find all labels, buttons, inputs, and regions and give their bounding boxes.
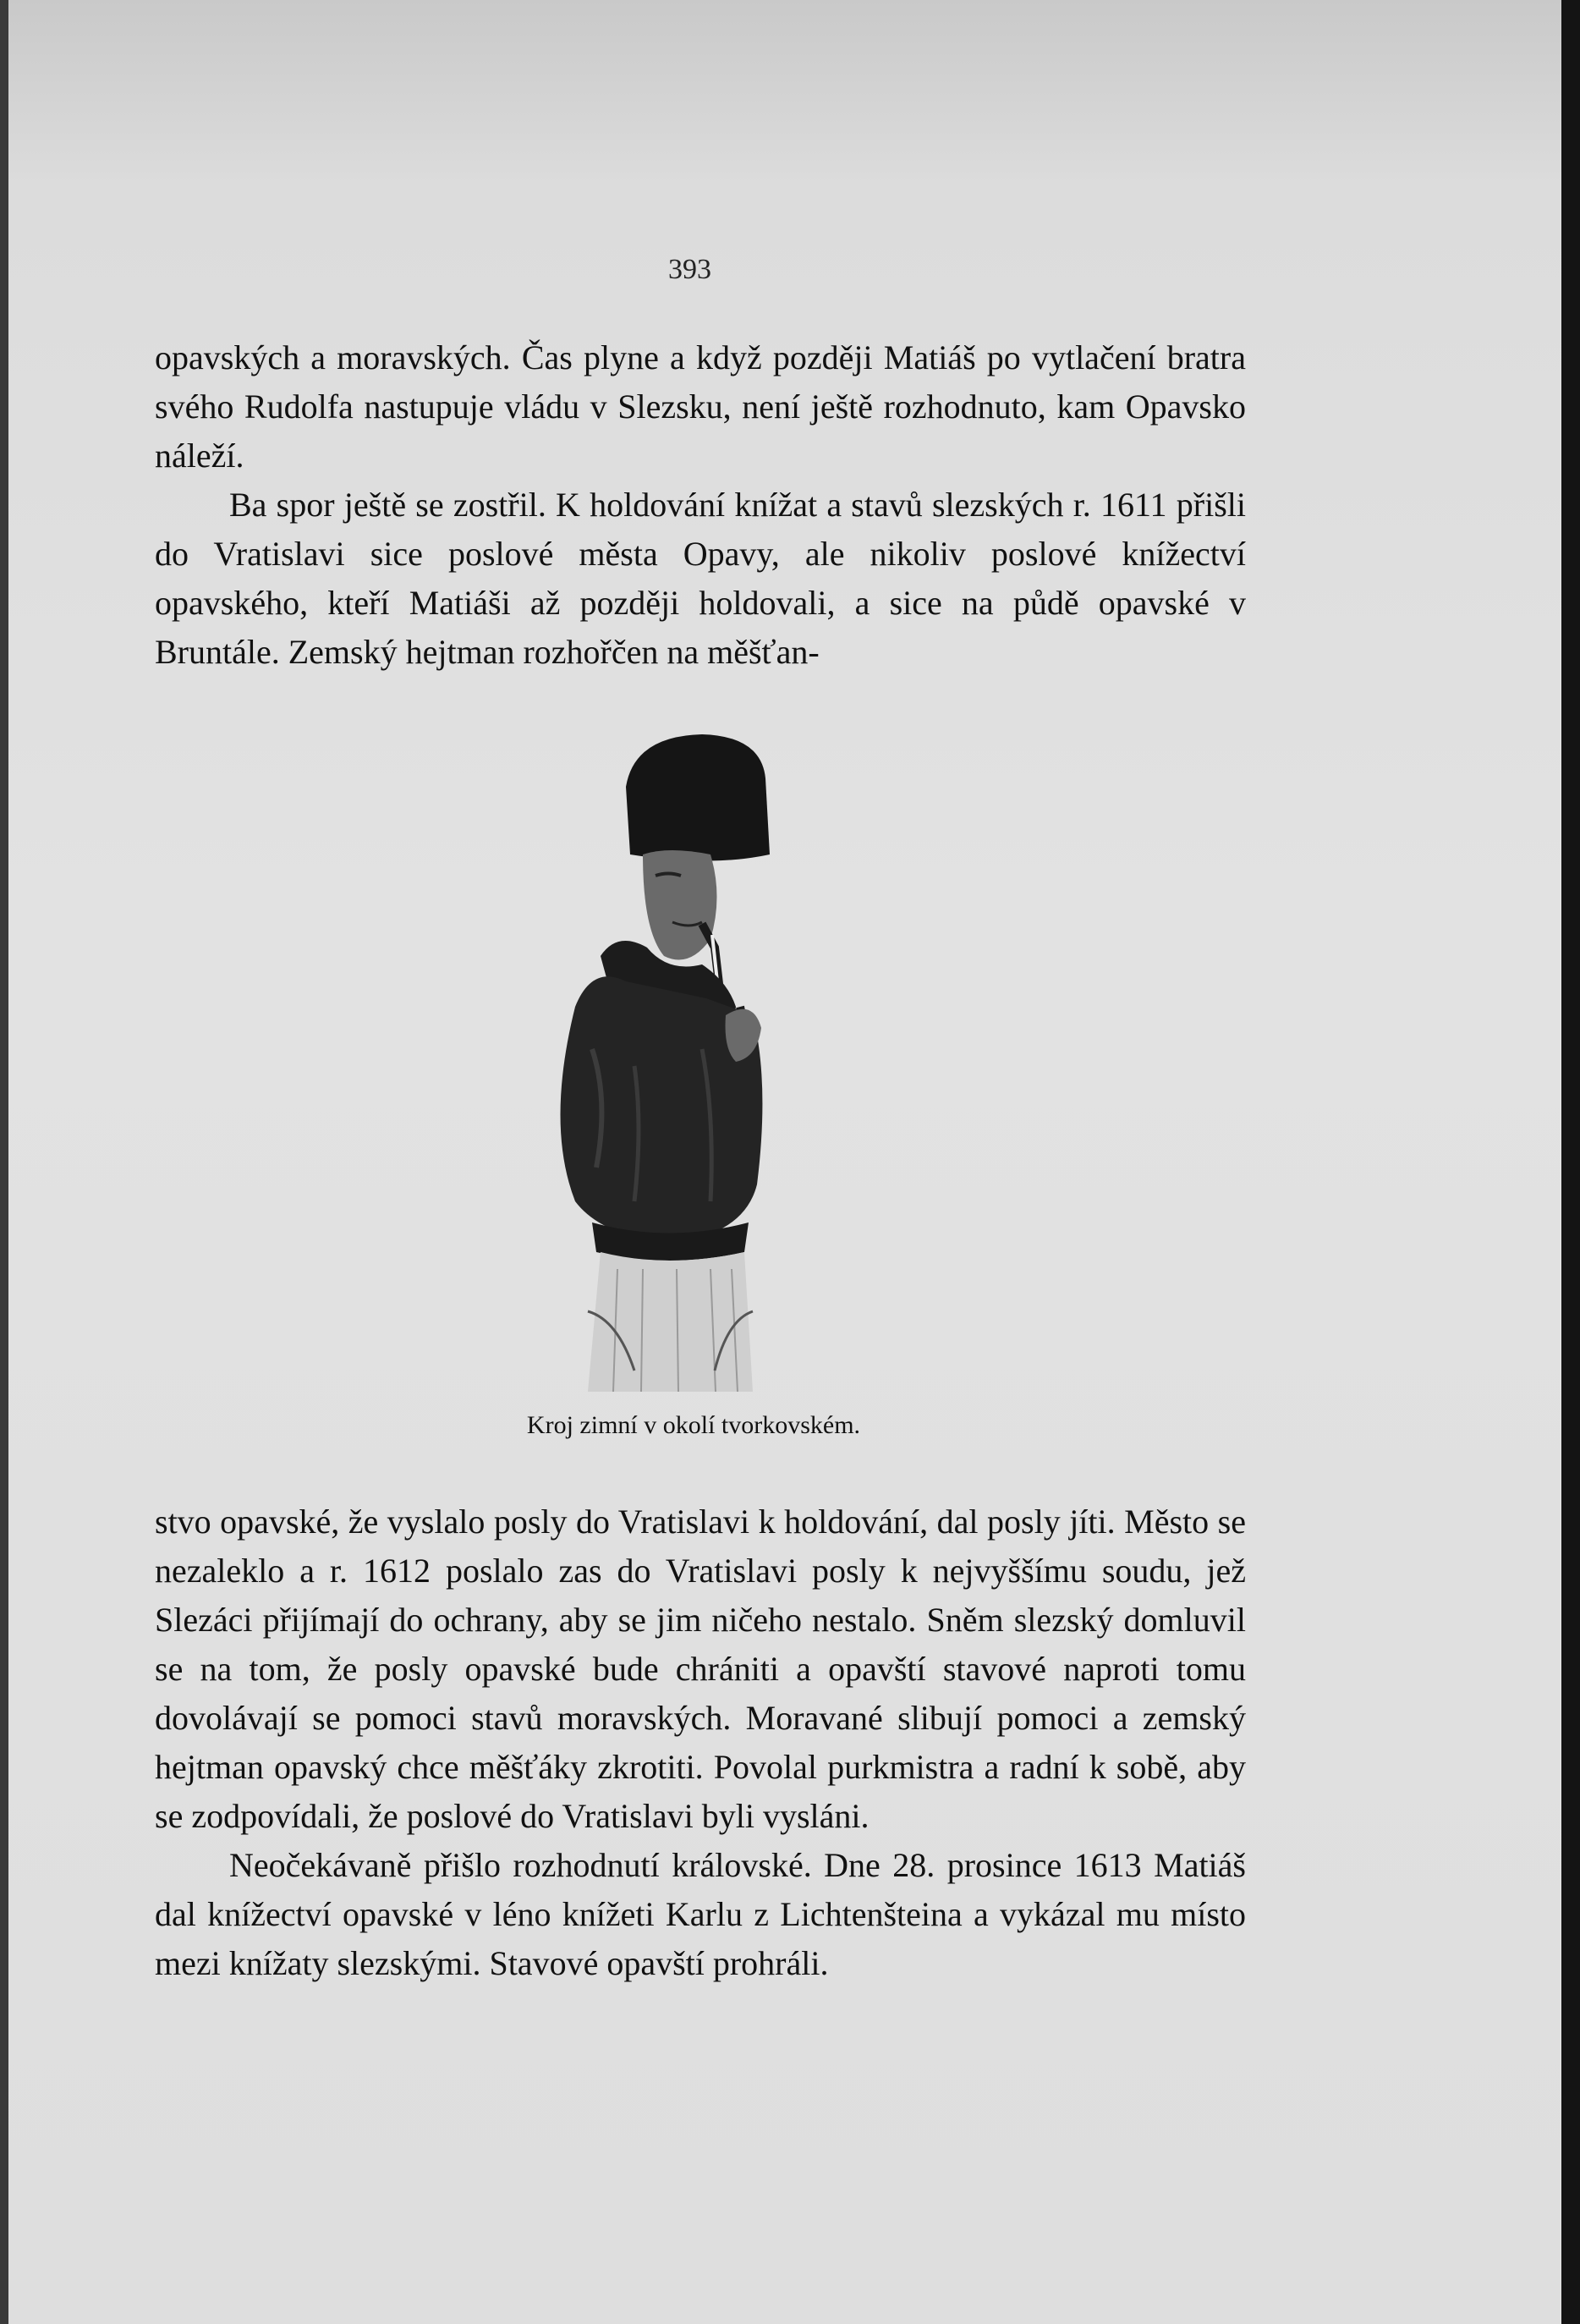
paragraph: Ba spor ještě se zostřil. K holdování knížat a stavů slezských r. 1611 přišli do Vratislavi sice poslové města Opavy, ale nikoliv poslové knížectví opavského, kteří Matiáši až později holdovali, a sice na půdě opavské v Bruntále. Zemský hejtman rozhořčen na měšťan- <box>155 486 1246 671</box>
illustration-winter-costume <box>499 728 922 1396</box>
page-right-edge <box>1561 0 1580 2324</box>
page-left-edge <box>0 0 8 2324</box>
text-block-bottom <box>155 1497 1246 1988</box>
man-with-pipe-illustration <box>499 728 922 1396</box>
paragraph: stvo opavské, že vyslalo posly do Vratislavi k holdování, dal posly jíti. Město se nezaleklo a r. 1612 poslalo zas do Vratislavi posly k nejvyššímu soudu, jež Slezáci přijímají do ochrany, aby se jim ničeho nestalo. Sněm slezský domluvil se na tom, že posly opavské bude chrániti a opavští stavové naproti tomu dovolávají se pomoci stavů moravských. Moravané slibují pomoci a zemský hejtman opavský chce měšťáky zkrotiti. Povolal purkmistra a radní k sobě, aby se zodpovídali, že poslové do Vratislavi byli vysláni. <box>155 1503 1246 1835</box>
paragraph: Neočekávaně přišlo rozhodnutí královské. Dne 28. prosince 1613 Matiáš dal knížectví opavské v léno knížeti Karlu z Lichtenšteina a vykázal mu místo mezi knížaty slezskými. Stavové opavští prohráli. <box>155 1846 1246 1982</box>
figure-caption: Kroj zimní v okolí tvorkovském. <box>526 1411 861 1439</box>
text-block-top <box>155 333 1246 677</box>
page-number: 393 <box>668 254 711 285</box>
paragraph: opavských a moravských. Čas plyne a když později Matiáš po vytlačení bratra svého Rudolfa nastupuje vládu v Slezsku, není ještě rozhodnuto, kam Opavsko náleží. <box>155 338 1246 475</box>
